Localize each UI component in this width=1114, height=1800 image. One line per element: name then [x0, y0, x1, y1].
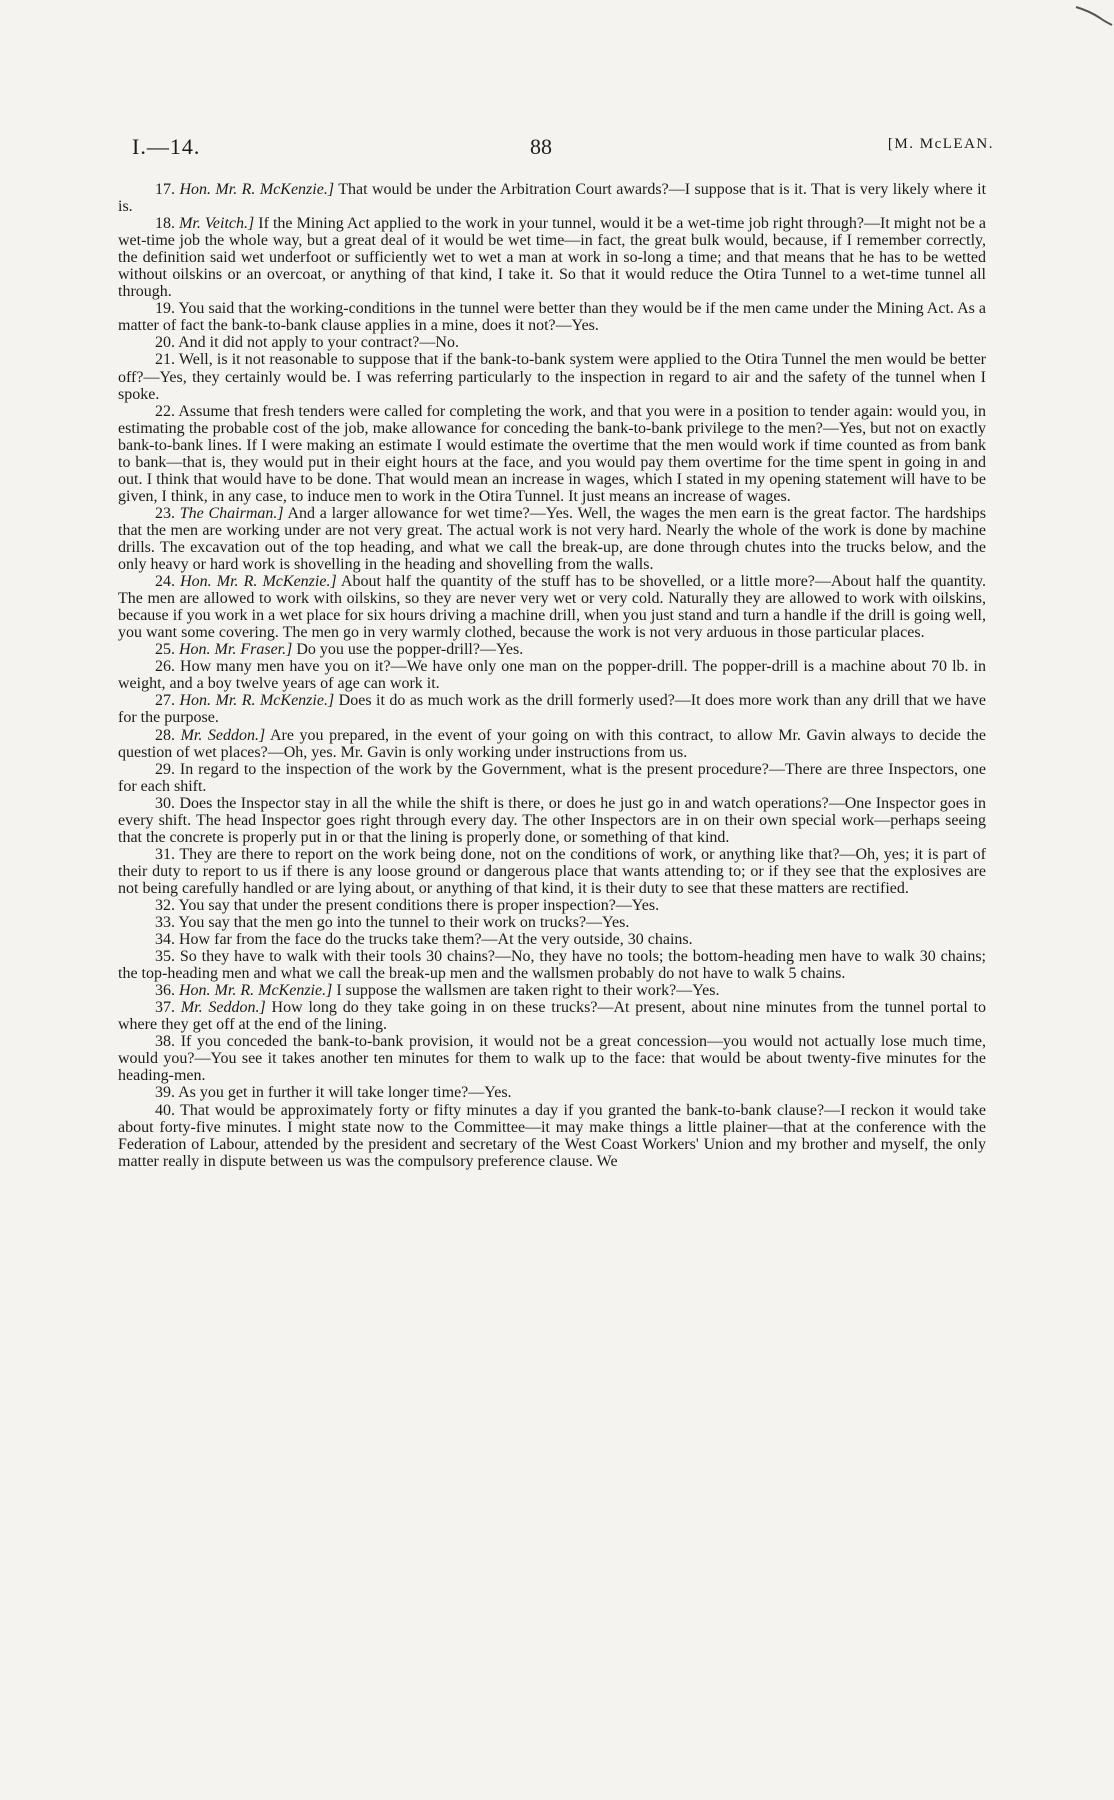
- testimony-text: That would be approximately forty or fifty minutes a day if you granted the bank-to-bank clause?—I reckon it would take about forty-five minutes. I might state now to the Committee—it may make things a little plainer—that at the conference with the Federation of Labour, attended by the president and secretary of the West Coast Workers' Union and my brother and myself, the only matter really in dispute between us was the compulsory preference clause. We: [118, 1101, 986, 1170]
- question-number: 17.: [155, 181, 175, 198]
- speaker-name: Hon. Mr. R. McKenzie.]: [179, 982, 333, 1000]
- document-reference: I.—14.: [132, 134, 201, 159]
- speaker-name: Hon. Mr. R. McKenzie.]: [180, 573, 337, 591]
- testimony-text: How long do they take going in on these trucks?—At present, about nine minutes from the tunnel portal to where they get off at the end of the lining.: [118, 999, 987, 1034]
- question-number: 29.: [155, 760, 175, 778]
- testimony-text: In regard to the inspection of the work by the Government, what is the present procedure?—There are three Inspectors, one for each shift.: [118, 760, 987, 795]
- question-paragraph: [118, 641, 986, 658]
- question-paragraph: [118, 181, 986, 215]
- question-number: 38.: [155, 1033, 175, 1051]
- question-number: 21.: [155, 351, 175, 369]
- question-number: 36.: [155, 982, 175, 1000]
- testimony-text: Assume that fresh tenders were called for completing the work, and that you were in a position to tender again: would you, in estimating the probable cost of the job, make allowance for conceding the bank-to-bank privilege to the men?—Yes, but not on exactly bank-to-bank lines. If I were making an estimate I would estimate the overtime that the men would work if time counted as from bank to bank—that is, they would put in their eight hours at the face, and you would pay them overtime for the time spent in going in and out. I think that would have to be done. That would mean an increase in wages, which I stated in my opening statement will have to be given, I think, in any case, to induce men to work in the Otira Tunnel. It just means an increase of wages.: [118, 402, 986, 505]
- testimony-text: And a larger allowance for wet time?—Yes. Well, the wages the men earn is the great factor. The hardships that the men are working under are not very great. The actual work is not very hard. Nearly the whole of the work is done by machine drills. The excavation out of the top heading, and what we call the break-up, are done through chutes into the trucks below, and the only heavy or hard work is shovelling in the heading and shovelling from the walls.: [118, 504, 987, 574]
- corner-mark: [1074, 4, 1114, 28]
- testimony-text: If you conceded the bank-to-bank provision, it would not be a great concession—you would not actually lose much time, would you?—You see it takes another ten minutes for them to walk up to the face: that would be about twenty-five minutes for the heading-men.: [118, 1033, 987, 1085]
- question-paragraph: [118, 334, 986, 351]
- testimony-text: If the Mining Act applied to the work in your tunnel, would it be a wet-time job right through?—It might not be a wet-time job the whole way, but a great deal of it would be wet time—in fact, the great bulk would, because, if I remember correctly, the definition said wet underfoot or sufficiently wet to wet a man at work in so-long a time; and that means that he has to be wetted without oilskins or an overcoat, or anything of that kind, I take it. So that it would reduce the Otira Tunnel to a wet-time tunnel all through.: [118, 215, 987, 301]
- question-paragraph: [118, 505, 986, 573]
- page-header: [132, 134, 994, 168]
- question-number: 27.: [155, 692, 175, 710]
- question-number: 32.: [155, 896, 175, 914]
- question-number: 22.: [155, 402, 175, 420]
- question-paragraph: [118, 914, 986, 931]
- question-paragraph: [118, 846, 986, 897]
- question-paragraph: [118, 999, 986, 1033]
- question-number: 30.: [155, 794, 175, 812]
- testimony-text: You say that under the present conditions there is proper inspection?—Yes.: [178, 896, 660, 914]
- testimony-text: I suppose the wallsmen are taken right to their work?—Yes.: [336, 982, 720, 1000]
- question-paragraph: [118, 1084, 986, 1101]
- testimony-text: About half the quantity of the stuff has to be shovelled, or a little more?—About half the quantity. The men are allowed to work with oilskins, so they are never very wet or very cold. Naturally they are allowed to work with oilskins, because if you work in a wet place for six hours driving a machine drill, when you just stand and turn a handle if the drill is going well, you want some covering. The men go in very warmly clothed, because the work is not very arduous in those particular places.: [118, 573, 986, 642]
- question-number: 40.: [155, 1101, 175, 1119]
- question-number: 24.: [155, 573, 175, 591]
- question-number: 26.: [155, 658, 175, 676]
- question-paragraph: [118, 403, 986, 505]
- speaker-name: Mr. Seddon.]: [180, 999, 266, 1017]
- question-number: 23.: [155, 504, 175, 522]
- testimony-text: You say that the men go into the tunnel to their work on trucks?—Yes.: [178, 914, 630, 932]
- speaker-name: Mr. Veitch.]: [179, 215, 255, 233]
- question-number: 39.: [155, 1084, 175, 1102]
- testimony-text: How far from the face do the trucks take them?—At the very outside, 30 chains.: [179, 931, 693, 949]
- question-paragraph: [118, 1033, 986, 1084]
- question-number: 19.: [155, 300, 175, 318]
- question-paragraph: [118, 727, 986, 761]
- question-number: 20.: [155, 334, 175, 352]
- testimony-text: Does it do as much work as the drill formerly used?—It does more work than any drill that we have for the purpose.: [118, 692, 987, 727]
- question-paragraph: [118, 982, 986, 999]
- testimony-text: Does the Inspector stay in all the while the shift is there, or does he just go in and watch operations?—One Inspector goes in every shift. The head Inspector goes right through every day. The other Inspectors are in on their own special work—perhaps seeing that the concrete is properly put in or that the lining is properly done, or something of that kind.: [118, 794, 986, 846]
- page-number: 88: [530, 134, 552, 159]
- speaker-name: Hon. Mr. R. McKenzie.]: [179, 181, 335, 198]
- question-number: 31.: [155, 845, 175, 863]
- testimony-text: Well, is it not reasonable to suppose that if the bank-to-bank system were applied to the Otira Tunnel the men would be better off?—Yes, they certainly would be. I was referring particularly to the inspection in regard to air and the safety of the tunnel when I spoke.: [118, 351, 987, 403]
- question-paragraph: [118, 897, 986, 914]
- testimony-text: As you get in further it will take longer time?—Yes.: [178, 1084, 512, 1102]
- question-paragraph: [118, 351, 986, 402]
- question-paragraph: [118, 948, 986, 982]
- question-paragraph: [118, 761, 986, 795]
- question-number: 37.: [155, 999, 175, 1017]
- question-number: 33.: [155, 914, 175, 932]
- testimony-text: They are there to report on the work being done, not on the conditions of work, or anything like that?—Oh, yes; it is part of their duty to report to us if there is any loose ground or dangerous place that wants attending to; or if they see that the explosives are not being carefully handled or are lying about, or anything of that kind, it is their duty to see that these matters are rectified.: [118, 845, 986, 897]
- testimony-text: Do you use the popper-drill?—Yes.: [296, 641, 524, 659]
- question-number: 25.: [155, 641, 175, 659]
- testimony-text: That would be under the Arbitration Court awards?—I suppose that is it. That is very likely where it is.: [118, 181, 987, 216]
- question-paragraph: [118, 658, 986, 692]
- speaker-name: Mr. Seddon.]: [180, 726, 266, 744]
- question-number: 35.: [155, 948, 175, 966]
- document-body: [118, 181, 986, 1170]
- question-paragraph: [118, 692, 986, 726]
- testimony-text: And it did not apply to your contract?—No.: [178, 334, 459, 352]
- speaker-name: Hon. Mr. R. McKenzie.]: [179, 692, 335, 710]
- question-paragraph: [118, 573, 986, 641]
- testimony-text: How many men have you on it?—We have only one man on the popper-drill. The popper-drill is a machine about 70 lb. in weight, and a boy twelve years of age can work it.: [118, 658, 987, 693]
- testimony-text: Are you prepared, in the event of your going on with this contract, to allow Mr. Gavin always to decide the question of wet places?—Oh, yes. Mr. Gavin is only working under instructions from us.: [118, 726, 987, 761]
- speaker-name: The Chairman.]: [179, 504, 284, 522]
- question-paragraph: [118, 795, 986, 846]
- question-paragraph: [118, 215, 986, 300]
- question-number: 34.: [155, 931, 175, 949]
- testimony-text: So they have to walk with their tools 30 chains?—No, they have no tools; the bottom-heading men have to walk 30 chains; the top-heading men and what we call the break-up men and the wallsmen probably do not have to walk 5 chains.: [118, 948, 986, 983]
- speaker-name: Hon. Mr. Fraser.]: [179, 641, 293, 659]
- witness-name: [M. McLEAN.: [887, 136, 994, 152]
- question-paragraph: [118, 300, 986, 334]
- question-number: 28.: [155, 726, 175, 744]
- question-paragraph: [118, 931, 986, 948]
- question-paragraph: [118, 1102, 986, 1170]
- testimony-text: You said that the working-conditions in the tunnel were better than they would be if the men came under the Mining Act. As a matter of fact the bank-to-bank clause applies in a mine, does it not?—Yes.: [118, 300, 987, 335]
- question-number: 18.: [155, 215, 175, 233]
